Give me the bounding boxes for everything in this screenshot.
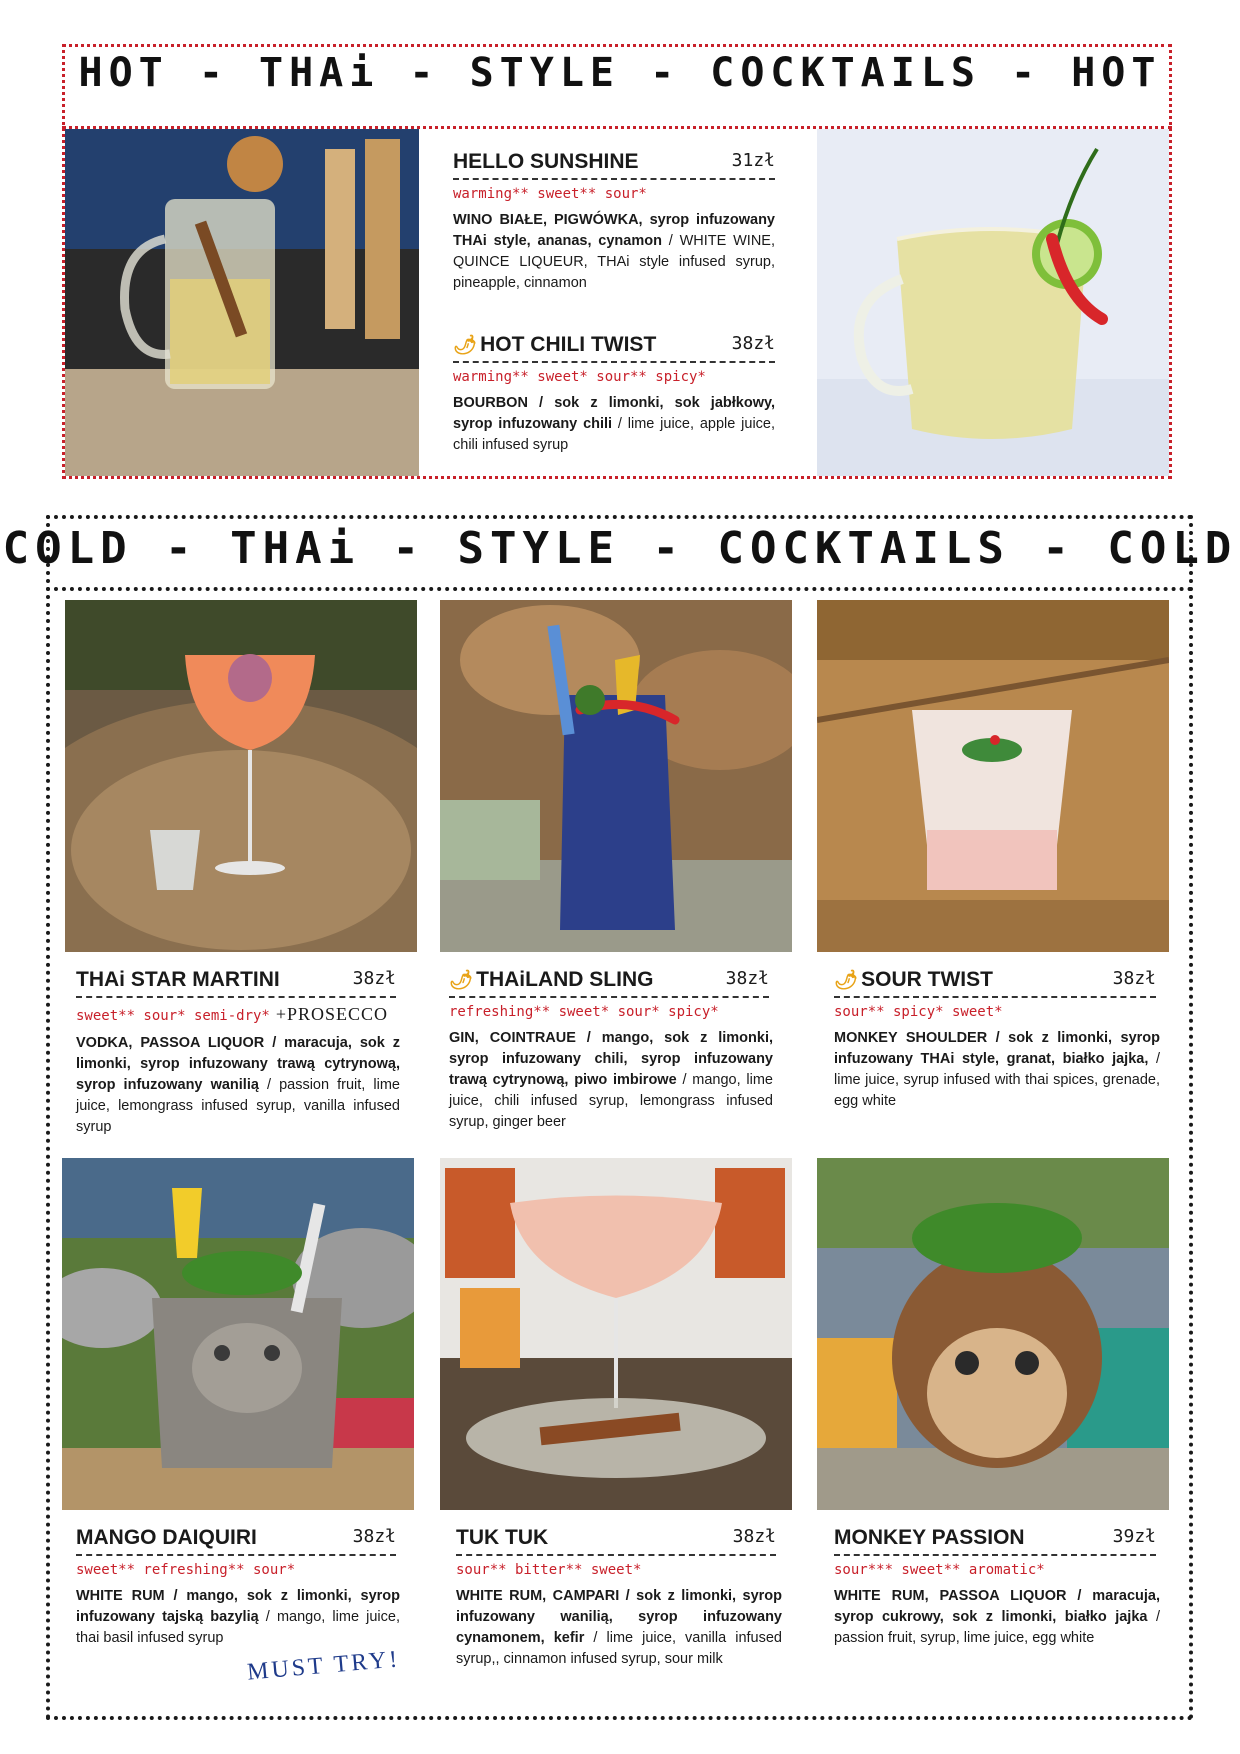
item-description bbox=[834, 1028, 1160, 1112]
thai-star-martini-item bbox=[76, 968, 400, 1138]
sour-twist-item bbox=[834, 968, 1160, 1112]
hello-sunshine-photo bbox=[65, 129, 419, 476]
monkey-passion-item bbox=[834, 1526, 1160, 1649]
thailand-sling-item bbox=[449, 968, 773, 1133]
item-description bbox=[453, 210, 775, 294]
chili-pepper-icon: 🌶 bbox=[834, 970, 859, 991]
item-header bbox=[834, 1526, 1156, 1556]
item-price: 38zł bbox=[732, 1526, 776, 1547]
monkey-passion-photo bbox=[817, 1158, 1169, 1510]
item-price: 38zł bbox=[352, 968, 396, 989]
desc-polish: WINO BIAŁE, PIGWÓWKA, syrop infuzowany THAi style, ananas, cynamon bbox=[453, 212, 775, 249]
prosecco-extra: +PROSECCO bbox=[275, 1004, 389, 1024]
item-name bbox=[834, 968, 993, 992]
item-header bbox=[453, 333, 775, 363]
desc-english: / lime juice, vanilla infused syrup,, cinnamon infused syrup, sour milk bbox=[456, 1630, 782, 1667]
item-description bbox=[449, 1028, 773, 1133]
item-price: 31zł bbox=[731, 150, 775, 171]
item-header bbox=[76, 1526, 396, 1556]
chili-pepper-icon: 🌶 bbox=[453, 335, 478, 356]
thailand-sling-photo bbox=[440, 600, 792, 952]
desc-english: / WHITE WINE, QUINCE LIQUEUR, THAi style infused syrup, pineapple, cinnamon bbox=[453, 233, 775, 291]
item-description bbox=[76, 1033, 400, 1138]
desc-polish: WHITE RUM, CAMPARI / sok z limonki, syrop infuzowany wanilią, syrop infuzowany cynamonem, kefir bbox=[456, 1588, 782, 1646]
item-header bbox=[453, 150, 775, 180]
desc-polish: WHITE RUM, PASSOA LIQUOR / maracuja, syrop cukrowy, sok z limonki, białko jajka bbox=[834, 1588, 1160, 1625]
item-name bbox=[453, 333, 656, 357]
item-header bbox=[834, 968, 1156, 998]
item-price: 38zł bbox=[352, 1526, 396, 1547]
item-header bbox=[449, 968, 769, 998]
item-price: 38zł bbox=[725, 968, 769, 989]
desc-polish: VODKA, PASSOA LIQUOR / maracuja, sok z limonki, syrop infuzowany trawą cytrynową, syrop infuzowany wanilią bbox=[76, 1035, 400, 1093]
item-name: MONKEY PASSION bbox=[834, 1526, 1025, 1549]
mango-daiquiri-photo bbox=[62, 1158, 414, 1510]
item-price: 38zł bbox=[731, 333, 775, 354]
tuk-tuk-item bbox=[456, 1526, 782, 1670]
chili-pepper-icon: 🌶 bbox=[449, 970, 474, 991]
item-description bbox=[453, 393, 775, 456]
item-name: THAi STAR MARTINI bbox=[76, 968, 280, 991]
desc-english: / mango, lime juice, chili infused syrup, lemongrass infused syrup, ginger beer bbox=[449, 1072, 773, 1130]
hot-chili-twist-item bbox=[453, 333, 775, 456]
item-price: 39zł bbox=[1112, 1526, 1156, 1547]
item-name: TUK TUK bbox=[456, 1526, 549, 1549]
item-tags: refreshing** sweet* sour* spicy* bbox=[449, 1004, 719, 1020]
item-description bbox=[834, 1586, 1160, 1649]
desc-polish: BOURBON / sok z limonki, sok jabłkowy, syrop infuzowany chili bbox=[453, 395, 775, 432]
item-header bbox=[456, 1526, 776, 1556]
item-name: HELLO SUNSHINE bbox=[453, 150, 639, 173]
item-description bbox=[456, 1586, 782, 1670]
item-tags bbox=[76, 1004, 400, 1025]
hello-sunshine-item bbox=[453, 150, 775, 294]
hot-chili-twist-photo bbox=[817, 129, 1169, 476]
cold-section-title: COLD - THAi - STYLE - COCKTAILS - COLD bbox=[2, 523, 1238, 574]
item-tags: warming** sweet* sour** spicy* bbox=[453, 369, 706, 385]
thai-star-martini-photo bbox=[65, 600, 417, 952]
tuk-tuk-photo bbox=[440, 1158, 792, 1510]
item-tags: sour** bitter** sweet* bbox=[456, 1562, 642, 1578]
item-name-text: HOT CHILI TWIST bbox=[480, 333, 657, 356]
item-tags: sour** spicy* sweet* bbox=[834, 1004, 1003, 1020]
desc-english: / passion fruit, syrup, lime juice, egg white bbox=[834, 1609, 1161, 1646]
item-tags-text: sweet** sour* semi-dry* bbox=[76, 1008, 270, 1024]
item-name bbox=[449, 968, 653, 992]
item-price: 38zł bbox=[1112, 968, 1156, 989]
item-name-text: THAiLAND SLING bbox=[476, 968, 654, 991]
hot-section-title: HOT - THAi - STYLE - COCKTAILS - HOT bbox=[78, 50, 1162, 96]
item-name: MANGO DAIQUIRI bbox=[76, 1526, 257, 1549]
desc-polish: GIN, COINTRAUE / mango, sok z limonki, syrop infuzowany chili, syrop infuzowany trawą cytrynową, piwo imbirowe bbox=[449, 1030, 773, 1088]
desc-english: / passion fruit, lime juice, lemongrass infused syrup, vanilla infused syrup bbox=[76, 1077, 400, 1135]
desc-english: / mango, lime juice, thai basil infused syrup bbox=[76, 1609, 400, 1646]
desc-polish: MONKEY SHOULDER / sok z limonki, syrop infuzowany THAi style, granat, białko jajka, bbox=[834, 1030, 1160, 1067]
sour-twist-photo bbox=[817, 600, 1169, 952]
item-header bbox=[76, 968, 396, 998]
item-description bbox=[76, 1586, 400, 1649]
item-tags: warming** sweet** sour* bbox=[453, 186, 647, 202]
item-name-text: SOUR TWIST bbox=[861, 968, 993, 991]
desc-english: / lime juice, syrup infused with thai spices, grenade, egg white bbox=[834, 1051, 1161, 1109]
item-tags: sour*** sweet** aromatic* bbox=[834, 1562, 1045, 1578]
cold-title-divider bbox=[46, 587, 1193, 591]
must-try-stamp: MUST TRY! bbox=[246, 1646, 402, 1686]
desc-english: / lime juice, apple juice, chili infused syrup bbox=[453, 416, 776, 453]
mango-daiquiri-item bbox=[76, 1526, 400, 1649]
desc-polish: WHITE RUM / mango, sok z limonki, syrop infuzowany tajską bazylią bbox=[76, 1588, 400, 1625]
item-tags: sweet** refreshing** sour* bbox=[76, 1562, 296, 1578]
